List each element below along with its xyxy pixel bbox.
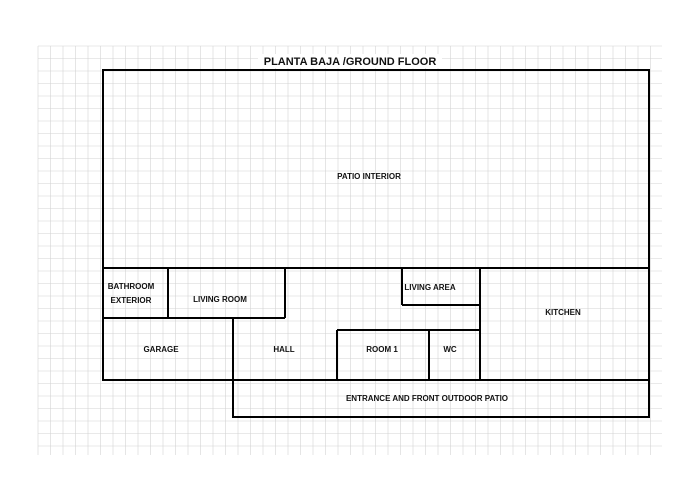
room-label-patio-interior: PATIO INTERIOR (337, 172, 401, 181)
room-label-living-area: LIVING AREA (404, 283, 456, 292)
walls (103, 70, 649, 417)
plan-title: PLANTA BAJA /GROUND FLOOR (263, 56, 437, 68)
room-label-living-room: LIVING ROOM (193, 295, 247, 304)
room-label-bathroom-exterior (108, 280, 155, 308)
room-label-wc: WC (443, 345, 457, 354)
room-label-entrance-front-outdoor-patio: ENTRANCE AND FRONT OUTDOOR PATIO (345, 394, 509, 403)
room-label-bathroom-exterior-line-1: BATHROOM (107, 282, 155, 291)
room-label-bathroom-exterior-line-2: EXTERIOR (110, 296, 152, 305)
room-label-hall: HALL (273, 345, 295, 354)
room-label-garage: GARAGE (143, 345, 179, 354)
room-label-kitchen: KITCHEN (545, 308, 581, 317)
room-label-room-1: ROOM 1 (366, 345, 398, 354)
